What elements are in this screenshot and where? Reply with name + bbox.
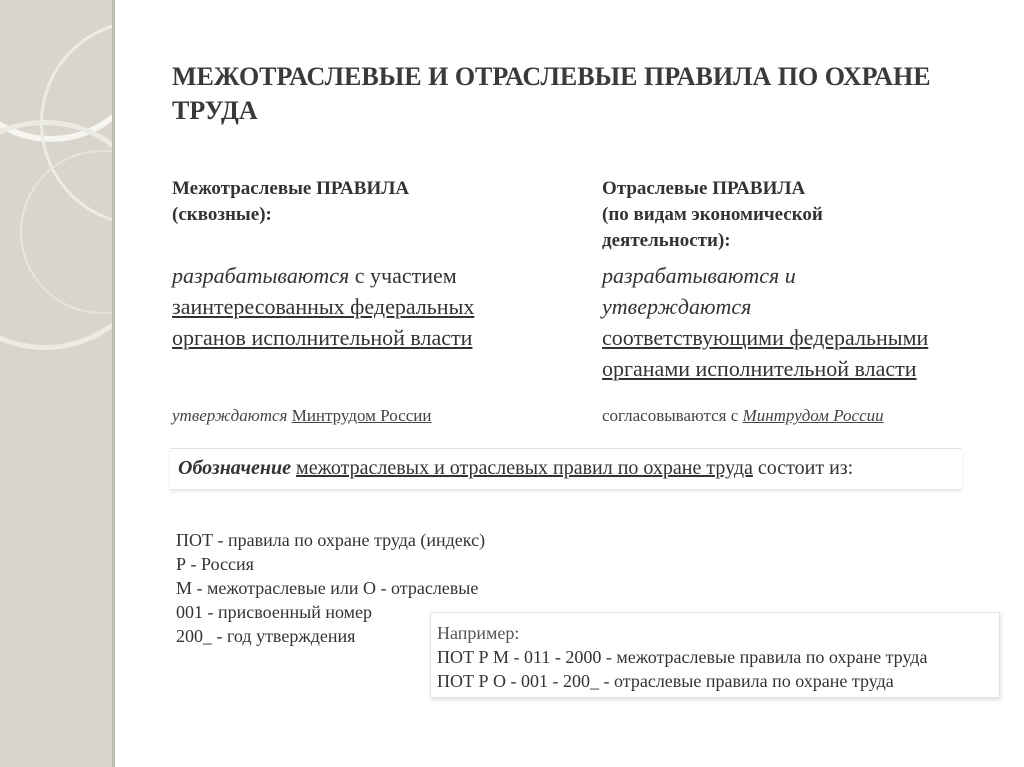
left-column-header [172, 176, 572, 228]
right-column-header [602, 176, 1002, 254]
right-header-line3: деятельности): [602, 230, 731, 251]
right-agreement [602, 406, 884, 426]
right-agreed-prefix: согласовываются с [602, 406, 743, 425]
right-develop-line2: утверждаются [602, 294, 752, 319]
example-box [430, 612, 1000, 698]
decorative-sidebar [0, 0, 112, 767]
page-title: МЕЖОТРАСЛЕВЫЕ И ОТРАСЛЕВЫЕ ПРАВИЛА ПО ОХРАНЕ ТРУДА [172, 62, 931, 125]
designation-text [178, 457, 853, 480]
left-header-line1: Межотраслевые ПРАВИЛА [172, 178, 410, 199]
example-line: ПОТ Р М - 011 - 2000 - межотраслевые правила по охране труда [437, 647, 928, 667]
right-develop-line4: органами исполнительной власти [602, 356, 917, 381]
left-approve-by: Минтрудом России [291, 406, 432, 425]
left-header-line2: (сквозные): [172, 204, 272, 225]
left-develop-rest: с участием [349, 263, 457, 288]
left-approve-italic: утверждаются [172, 406, 288, 425]
list-item: ПОТ - правила по охране труда (индекс) [176, 530, 486, 550]
left-develop-line3: органов исполнительной власти [172, 325, 473, 350]
example-content [437, 621, 927, 693]
list-item: Р - Россия [176, 554, 254, 574]
designation-underlined: межотраслевых и отраслевых правил по охране труда [296, 457, 753, 479]
sidebar-divider [112, 0, 115, 767]
designation-rest: состоит из: [757, 457, 854, 479]
list-item: М - межотраслевые или О - отраслевые [176, 578, 479, 598]
list-item: 200_ - год утверждения [176, 626, 356, 646]
left-approval [172, 406, 431, 426]
left-develop-italic: разрабатываются [172, 263, 350, 288]
right-header-line2: (по видам экономической [602, 204, 823, 225]
list-item: 001 - присвоенный номер [176, 602, 372, 622]
right-develop-line3: соответствующими федеральными [602, 325, 929, 350]
designation-bold: Обозначение [178, 457, 292, 479]
example-line: ПОТ Р О - 001 - 200_ - отраслевые правила по охране труда [437, 671, 894, 691]
right-agreed-by: Минтрудом России [742, 406, 884, 425]
designation-band [170, 448, 962, 490]
right-development-text [602, 260, 1012, 384]
right-develop-line1: разрабатываются и [602, 263, 796, 288]
example-label: Например: [437, 623, 520, 643]
left-development-text [172, 260, 572, 353]
right-header-line1: Отраслевые ПРАВИЛА [602, 178, 806, 199]
left-develop-line2: заинтересованных федеральных [172, 294, 475, 319]
